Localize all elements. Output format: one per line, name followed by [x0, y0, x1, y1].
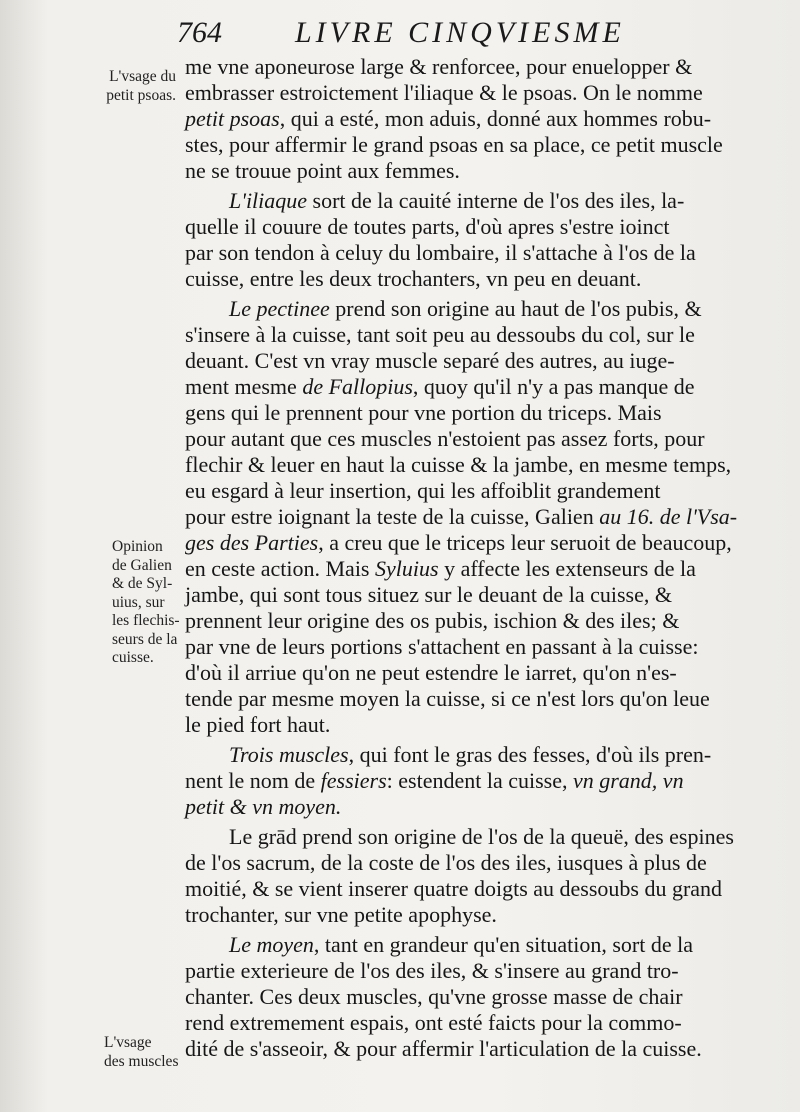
- italic-segment: de Fallopius: [302, 374, 413, 399]
- margin-note-line: des muscles: [104, 1052, 179, 1070]
- text-line: [185, 188, 775, 214]
- text-segment: eu esgard à leur insertion, qui les affoiblit grandement: [185, 478, 661, 503]
- text-line: [185, 452, 775, 478]
- text-segment: , qui font le gras des fesses, d'où ils pren-: [348, 742, 712, 767]
- italic-segment: Syluius: [375, 556, 439, 581]
- text-segment: flechir & leuer en haut la cuisse & la jambe, en mesme temps,: [185, 452, 732, 477]
- text-segment: sort de la cauité interne de l'os des iles, la-: [307, 188, 685, 213]
- italic-segment: L'iliaque: [229, 188, 308, 213]
- text-line: [185, 712, 775, 738]
- margin-note-petit-psoas: [88, 68, 176, 105]
- page-number: 764: [177, 16, 222, 49]
- text-line: [185, 54, 775, 80]
- text-segment: me vne aponeurose large & renforcee, pour enuelopper &: [185, 54, 693, 79]
- text-segment: quelle il couure de toutes parts, d'où apres s'estre ioinct: [185, 214, 670, 239]
- text-segment: en ceste action. Mais: [185, 556, 375, 581]
- margin-note-line: & de Syl-: [112, 575, 173, 592]
- margin-note-line: petit psoas.: [106, 86, 176, 104]
- text-segment: Le grād prend son origine de l'os de la queuë, des espines: [229, 824, 734, 849]
- body-text: [185, 54, 775, 1062]
- text-line: [185, 1010, 775, 1036]
- text-segment: embrasser estroictement l'iliaque & le psoas. On le nomme: [185, 80, 703, 105]
- italic-segment: Le moyen: [229, 932, 314, 957]
- text-line: [185, 426, 775, 452]
- text-line: [185, 214, 775, 240]
- page-header: [175, 14, 775, 50]
- italic-segment: au 16. de l'Vsa-: [599, 504, 738, 529]
- margin-note-line: L'vsage: [104, 1034, 152, 1051]
- text-line: [185, 608, 775, 634]
- text-line: [185, 984, 775, 1010]
- text-segment: le pied fort haut.: [185, 712, 331, 737]
- text-segment: , tant en grandeur qu'en situation, sort de la: [313, 932, 694, 957]
- text-segment: nent le nom de: [185, 768, 321, 793]
- text-segment: gens qui le prennent pour vne portion du triceps. Mais: [185, 400, 662, 425]
- text-line: [185, 824, 775, 850]
- text-line: [185, 850, 775, 876]
- text-segment: deuant. C'est vn vray muscle separé des autres, au iuge-: [185, 348, 675, 373]
- margin-note-line: seurs de la: [112, 630, 178, 648]
- text-line: [185, 958, 775, 984]
- text-line: [185, 132, 775, 158]
- text-segment: prennent leur origine des os pubis, ischion & des iles; &: [185, 608, 680, 633]
- running-title: LIVRE CINQVIESME: [295, 16, 625, 49]
- text-line: [185, 742, 775, 768]
- text-line: [185, 400, 775, 426]
- text-line: [185, 530, 775, 556]
- text-line: [185, 158, 775, 184]
- text-line: [185, 876, 775, 902]
- text-segment: stes, pour affermir le grand psoas en sa place, ce petit muscle: [185, 132, 723, 157]
- italic-segment: ges des Parties: [185, 530, 319, 555]
- text-segment: par vne de leurs portions s'attachent en passant à la cuisse:: [185, 634, 699, 659]
- text-line: [185, 556, 775, 582]
- text-segment: jambe, qui sont tous situez sur le deuant de la cuisse, &: [185, 582, 672, 607]
- margin-note-opinion: [112, 538, 192, 668]
- text-line: [185, 240, 775, 266]
- margin-note-line: cuisse.: [112, 649, 154, 666]
- text-line: [185, 266, 775, 292]
- italic-segment: petit psoas: [185, 106, 280, 131]
- text-segment: d'où il arriue qu'on ne peut estendre le iarret, qu'on n'es-: [185, 660, 677, 685]
- italic-segment: Le pectinee: [229, 296, 330, 321]
- margin-note-line: les flechis-: [112, 612, 180, 629]
- text-line: [185, 478, 775, 504]
- text-segment: prend son origine au haut de l'os pubis, &: [329, 296, 702, 321]
- italic-segment: Trois muscles: [229, 742, 349, 767]
- text-segment: dité de s'asseoir, & pour affermir l'articulation de la cuisse.: [185, 1036, 702, 1061]
- text-line: [185, 1036, 775, 1062]
- text-segment: , qui a esté, mon aduis, donné aux hommes robu-: [279, 106, 712, 131]
- italic-segment: fessiers: [320, 768, 387, 793]
- margin-note-line: uius, sur: [112, 593, 165, 611]
- text-segment: ne se trouue point aux femmes.: [185, 158, 460, 183]
- text-segment: , quoy qu'il n'y a pas manque de: [412, 374, 695, 399]
- text-line: [185, 686, 775, 712]
- text-line: [185, 80, 775, 106]
- text-line: [185, 296, 775, 322]
- italic-segment: petit & vn moyen.: [185, 794, 342, 819]
- text-segment: , a creu que le triceps leur seruoit de beaucoup,: [318, 530, 732, 555]
- text-segment: pour estre ioignant la teste de la cuisse, Galien: [185, 504, 600, 529]
- text-segment: : estendent la cuisse,: [386, 768, 573, 793]
- text-line: [185, 504, 775, 530]
- text-line: [185, 374, 775, 400]
- text-segment: moitié, & se vient inserer quatre doigts au dessoubs du grand: [185, 876, 723, 901]
- margin-note-usage-muscles: [104, 1034, 184, 1071]
- text-line: [185, 582, 775, 608]
- margin-note-line: de Galien: [112, 556, 172, 574]
- text-segment: cuisse, entre les deux trochanters, vn peu en deuant.: [185, 266, 642, 291]
- margin-note-line: L'vsage du: [109, 68, 176, 85]
- text-segment: de l'os sacrum, de la coste de l'os des iles, iusques à plus de: [185, 850, 707, 875]
- text-line: [185, 902, 775, 928]
- text-segment: rend extremement espais, ont esté faicts pour la commo-: [185, 1010, 682, 1035]
- text-segment: chanter. Ces deux muscles, qu'vne grosse masse de chair: [185, 984, 683, 1009]
- text-line: [185, 794, 775, 820]
- text-segment: trochanter, sur vne petite apophyse.: [185, 902, 497, 927]
- text-segment: partie exterieure de l'os des iles, & s'insere au grand tro-: [185, 958, 679, 983]
- text-line: [185, 348, 775, 374]
- text-segment: tende par mesme moyen la cuisse, si ce n'est lors qu'on leue: [185, 686, 710, 711]
- text-line: [185, 634, 775, 660]
- text-segment: ment mesme: [185, 374, 303, 399]
- text-segment: pour autant que ces muscles n'estoient pas assez forts, pour: [185, 426, 705, 451]
- text-line: [185, 768, 775, 794]
- text-segment: par son tendon à celuy du lombaire, il s'attache à l'os de la: [185, 240, 696, 265]
- text-line: [185, 106, 775, 132]
- text-segment: s'insere à la cuisse, tant soit peu au dessoubs du col, sur le: [185, 322, 695, 347]
- text-segment: y affecte les extenseurs de la: [438, 556, 696, 581]
- margin-note-line: Opinion: [112, 538, 163, 555]
- italic-segment: vn grand, vn: [572, 768, 684, 793]
- text-line: [185, 322, 775, 348]
- text-line: [185, 660, 775, 686]
- text-line: [185, 932, 775, 958]
